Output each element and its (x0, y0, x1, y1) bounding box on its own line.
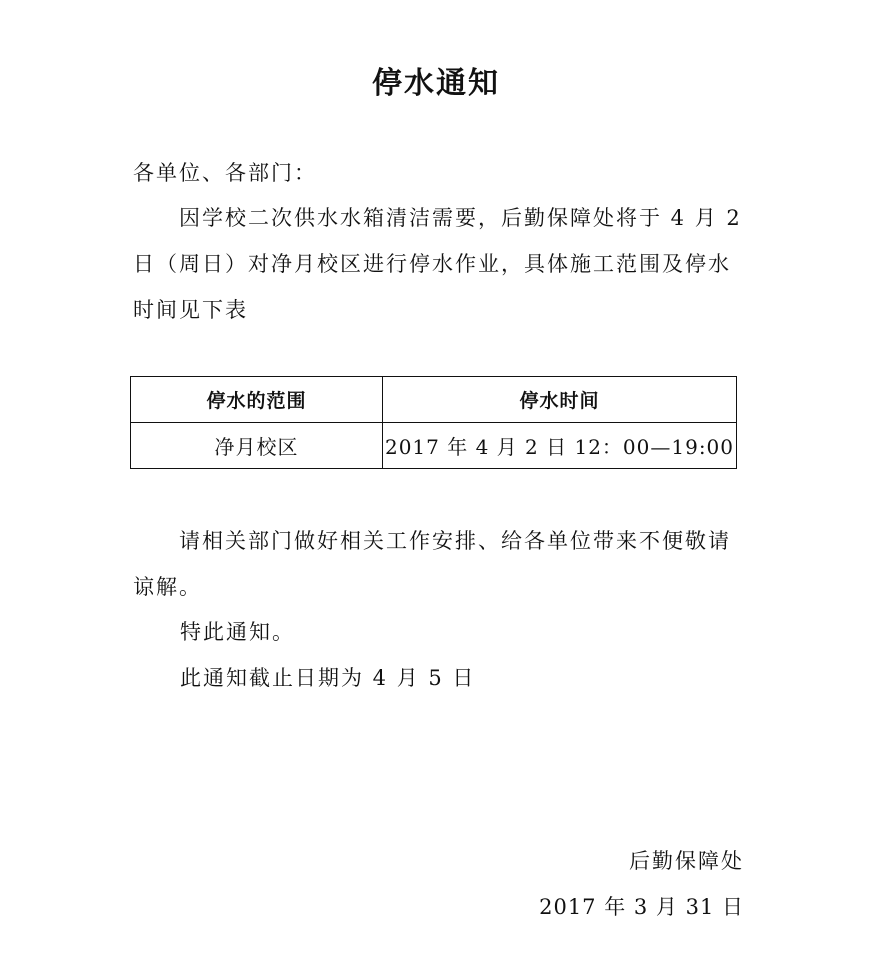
issue-date: 2017 年 3 月 31 日 (539, 895, 744, 919)
cell-time: 2017 年 4 月 2 日 12：00—19:00 (383, 423, 737, 469)
table-row (131, 423, 737, 469)
header-range: 停水的范围 (131, 377, 383, 423)
deadline-text: 此通知截止日期为 4 月 5 日 (180, 666, 476, 690)
notice-title: 停水通知 (372, 66, 500, 101)
outage-table (130, 376, 737, 469)
salutation: 各单位、各部门： (133, 161, 317, 185)
closing-text: 特此通知。 (180, 620, 295, 644)
header-time: 停水时间 (383, 377, 737, 423)
body-paragraph: 因学校二次供水水箱清洁需要，后勤保障处将于 4 月 2 日（周日）对净月校区进行停水作业，具体施工范围及停水时间见下表 (133, 206, 742, 322)
request-paragraph: 请相关部门做好相关工作安排、给各单位带来不便敬请谅解。 (133, 529, 731, 599)
table-header-row (131, 377, 737, 423)
cell-range: 净月校区 (131, 423, 383, 469)
signer: 后勤保障处 (629, 849, 744, 873)
